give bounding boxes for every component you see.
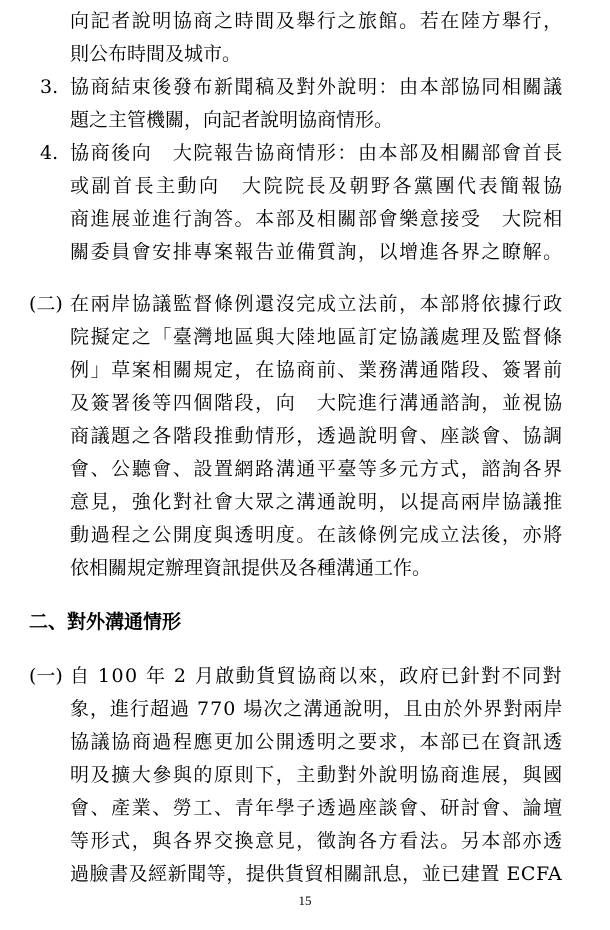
section-2-1-line-7: 過臉書及經新聞等，提供貨貿相關訊息，並已建置 ECFA: [70, 863, 563, 885]
section-2-1-line-2: 象，進行超過 770 場次之溝通說明，且由於外界對兩岸: [70, 698, 564, 720]
item4-line-2: 或副首長主動向 大院院長及朝野各黨團代表簡報協: [70, 175, 565, 197]
item3-number: 3.: [40, 76, 59, 98]
page-number: 15: [298, 893, 312, 908]
section-1-2-line-9: 依相關規定辦理資訊提供及各種溝通工作。: [70, 557, 432, 579]
section-1-2-line-8: 動過程之公開度與透明度。在該條例完成立法後，亦將: [70, 524, 564, 546]
section-2-1-line-4: 明及擴大參與的原則下，主動對外說明協商進展，與國: [70, 764, 564, 786]
item3-line-1: 協商結束後發布新聞稿及對外說明：由本部協同相關議: [70, 76, 564, 98]
section-1-2-line-4: 及簽署後等四個階段，向 大院進行溝通諮詢，並視協: [70, 392, 564, 414]
section-1-2-line-3: 例」草案相關規定，在協商前、業務溝通階段、簽署前: [70, 359, 564, 381]
section-1-2-line-1: 在兩岸協議監督條例還沒完成立法前，本部將依據行政: [70, 293, 564, 315]
item2-line-1: 向記者說明協商之時間及舉行之旅館。若在陸方舉行，: [70, 10, 564, 32]
section-2-1-line-6: 等形式，與各界交換意見，徵詢各方看法。另本部亦透: [70, 830, 564, 852]
section-1-2-marker: (二): [29, 293, 63, 315]
section-2-1-line-3: 協議協商過程應更加公開透明之要求，本部已在資訊透: [70, 731, 564, 753]
item4-line-4: 關委員會安排專案報告並備質詢，以增進各界之瞭解。: [70, 241, 564, 263]
item4-line-3: 商進展並進行詢答。本部及相關部會樂意接受 大院相: [70, 208, 564, 230]
section-1-2-line-2: 院擬定之「臺灣地區與大陸地區訂定協議處理及監督條: [70, 326, 564, 348]
section-1-2-line-7: 意見，強化對社會大眾之溝通說明，以提高兩岸協議推: [70, 491, 564, 513]
section-2-heading: 二、對外溝通情形: [29, 611, 182, 633]
item2-line-2: 則公布時間及城市。: [70, 43, 242, 65]
item4-number: 4.: [40, 142, 59, 164]
item3-line-2: 題之主管機關，向記者說明協商情形。: [70, 109, 394, 131]
section-1-2-line-5: 商議題之各階段推動情形，透過說明會、座談會、協調: [70, 425, 564, 447]
section-2-1-line-1: 自 100 年 2 月啟動貨貿協商以來，政府已針對不同對: [70, 665, 563, 687]
section-2-1-line-5: 會、產業、勞工、青年學子透過座談會、研討會、論壇: [70, 797, 564, 819]
section-2-1-marker: (一): [29, 665, 63, 687]
section-1-2-line-6: 會、公聽會、設置網路溝通平臺等多元方式，諮詢各界: [70, 458, 564, 480]
item4-line-1: 協商後向 大院報告協商情形：由本部及相關部會首長: [70, 142, 564, 164]
